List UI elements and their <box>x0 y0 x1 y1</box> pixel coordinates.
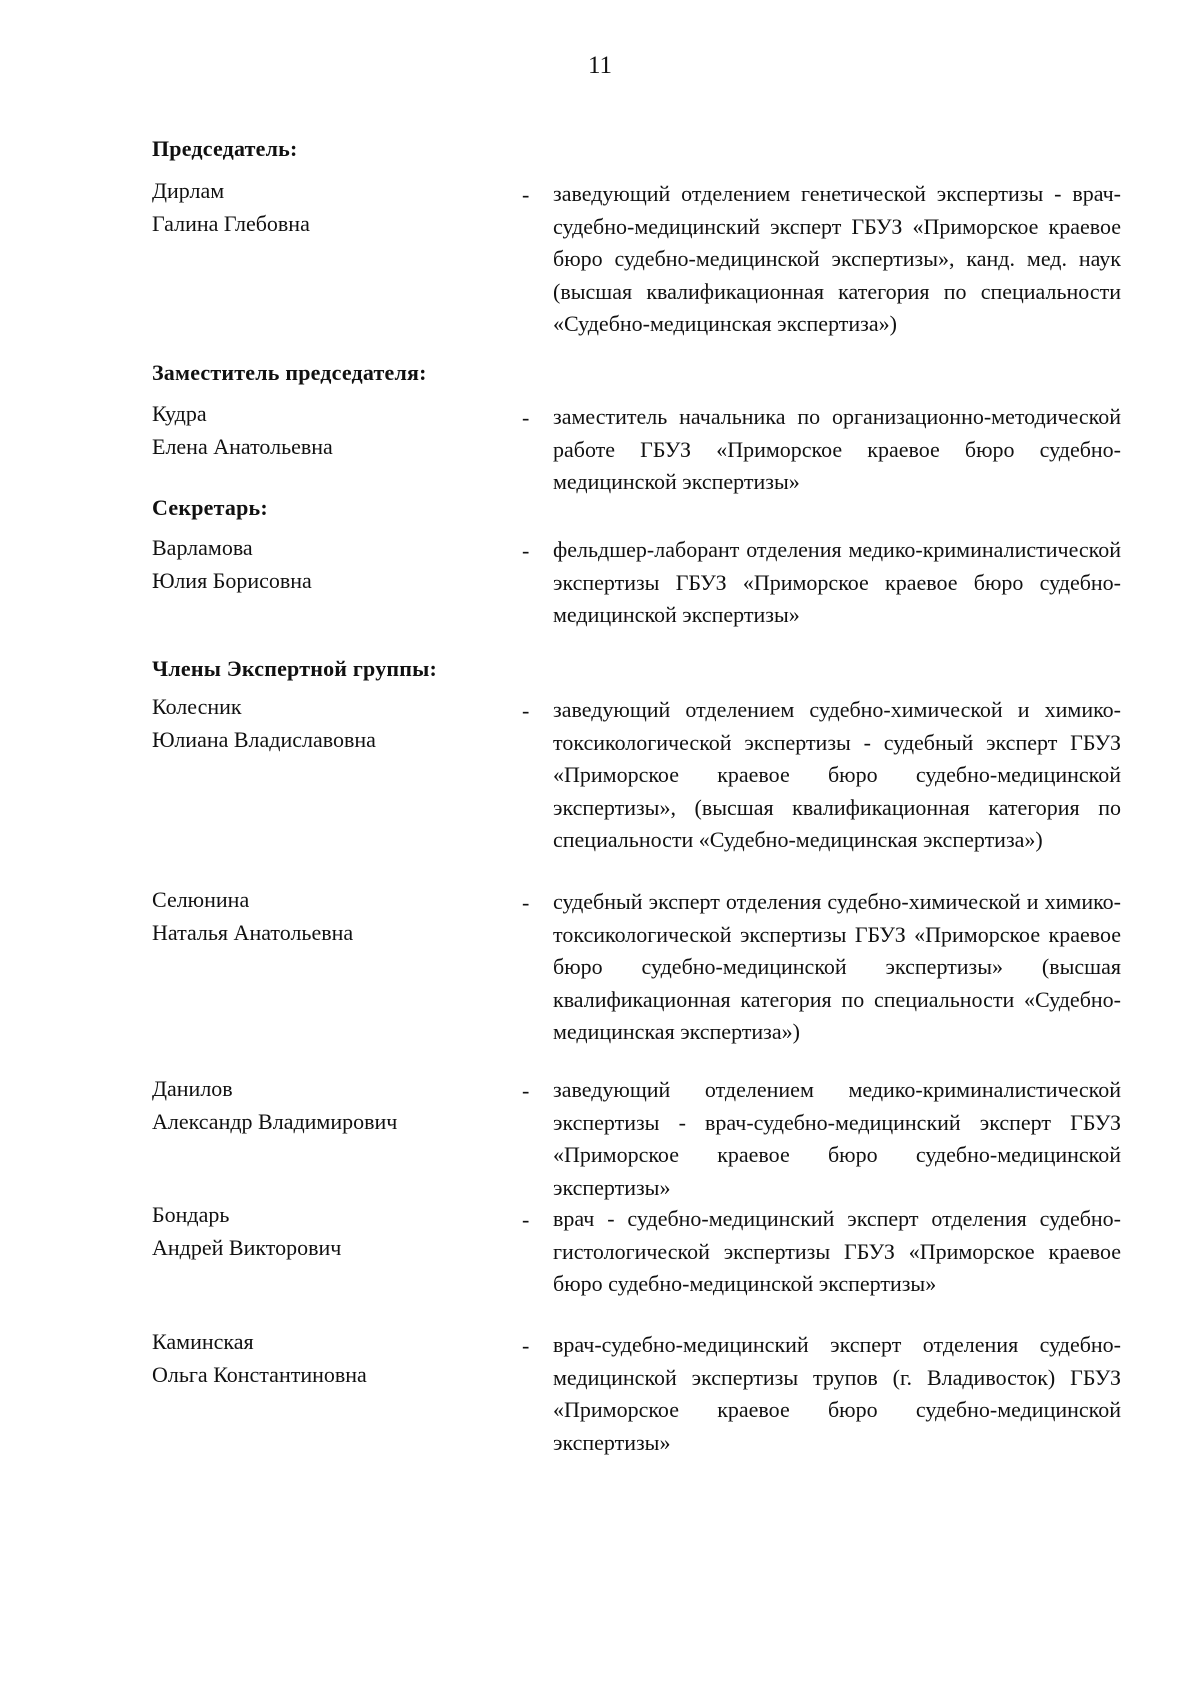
section-heading-chairman: Председатель: <box>152 136 298 161</box>
member-given-names: Наталья Анатольевна <box>152 920 354 945</box>
member-given-names: Елена Анатольевна <box>152 434 333 459</box>
member-surname: Каминская <box>152 1329 254 1354</box>
member-given-names: Александр Владимирович <box>152 1109 398 1134</box>
member-name <box>152 690 376 756</box>
member-name <box>152 174 310 240</box>
member-given-names: Юлия Борисовна <box>152 568 312 593</box>
member-description: судебный эксперт отделения судебно-химической и химико-токсикологической экспертизы ГБУЗ «Приморское краевое бюро судебно-медицинской экспертизы» (высшая квалификационная категория по специальности «Судебно-медицинская экспертиза») <box>553 889 1121 1044</box>
member-description: заведующий отделением генетической экспертизы - врач-судебно-медицинский эксперт ГБУЗ «Приморское краевое бюро судебно-медицинской экспертизы», канд. мед. наук (высшая квалификационная категория по специальности «Судебно-медицинская экспертиза») <box>553 181 1121 336</box>
member-description: заведующий отделением медико-криминалистической экспертизы - врач-судебно-медицинский эксперт ГБУЗ «Приморское краевое бюро судебно-медицинской экспертизы» <box>553 1077 1121 1200</box>
member-description: врач - судебно-медицинский эксперт отделения судебно-гистологической экспертизы ГБУЗ «Приморское краевое бюро судебно-медицинской экспертизы» <box>553 1206 1121 1296</box>
member-given-names: Юлиана Владиславовна <box>152 727 376 752</box>
member-dash: - <box>522 405 530 430</box>
member-name <box>152 1325 367 1391</box>
member-given-names: Галина Глебовна <box>152 211 310 236</box>
member-dash: - <box>522 698 530 723</box>
member-dash: - <box>522 182 530 207</box>
member-dash: - <box>522 1207 530 1232</box>
member-name <box>152 883 353 949</box>
member-dash: - <box>522 538 530 563</box>
member-surname: Дирлам <box>152 178 225 203</box>
member-description: фельдшер-лаборант отделения медико-криминалистической экспертизы ГБУЗ «Приморское краевое бюро судебно-медицинской экспертизы» <box>553 537 1121 627</box>
member-surname: Варламова <box>152 535 253 560</box>
section-heading-members: Члены Экспертной группы: <box>152 656 438 681</box>
section-heading-secretary: Секретарь: <box>152 495 268 520</box>
member-description: заведующий отделением судебно-химической и химико-токсикологической экспертизы - судебный эксперт ГБУЗ «Приморское краевое бюро судебно-медицинской экспертизы», (высшая квалификационная категория по специальности «Судебно-медицинская экспертиза») <box>553 697 1121 852</box>
member-description: врач-судебно-медицинский эксперт отделения судебно-медицинской экспертизы трупов (г. Владивосток) ГБУЗ «Приморское краевое бюро судебно-медицинской экспертизы» <box>553 1332 1121 1455</box>
member-dash: - <box>522 890 530 915</box>
section-heading-deputy: Заместитель председателя: <box>152 360 427 385</box>
member-given-names: Ольга Константиновна <box>152 1362 367 1387</box>
member-name <box>152 531 312 597</box>
member-surname: Кудра <box>152 401 207 426</box>
member-given-names: Андрей Викторович <box>152 1235 342 1260</box>
member-dash: - <box>522 1078 530 1103</box>
member-surname: Бондарь <box>152 1202 230 1227</box>
member-dash: - <box>522 1333 530 1358</box>
member-surname: Колесник <box>152 694 242 719</box>
member-surname: Данилов <box>152 1076 233 1101</box>
member-name <box>152 397 333 463</box>
member-surname: Селюнина <box>152 887 250 912</box>
member-name <box>152 1072 397 1138</box>
member-description: заместитель начальника по организационно-методической работе ГБУЗ «Приморское краевое бюро судебно-медицинской экспертизы» <box>553 404 1121 494</box>
member-name <box>152 1198 341 1264</box>
page-number: 11 <box>587 52 613 79</box>
